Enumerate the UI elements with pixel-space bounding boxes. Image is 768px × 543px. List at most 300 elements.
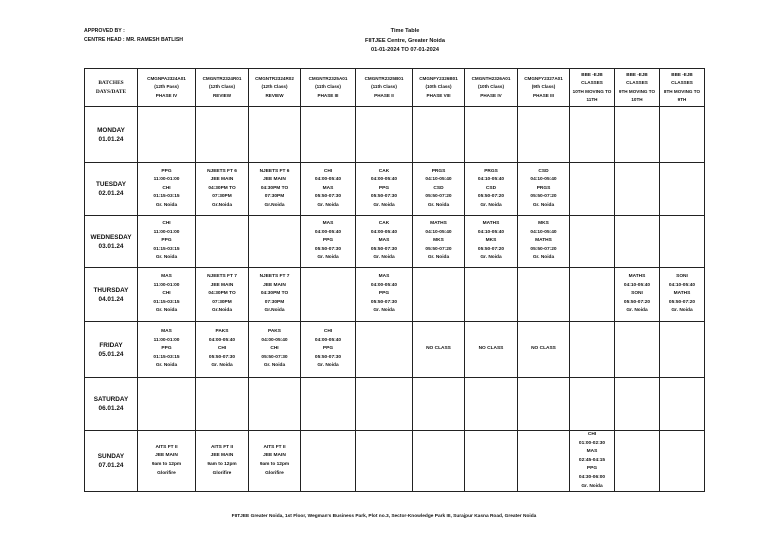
schedule-cell	[413, 216, 465, 268]
day-date: 06.01.24	[98, 405, 124, 412]
cell-line: MATHS	[482, 221, 500, 227]
schedule-cell	[660, 107, 705, 163]
approval-block	[84, 27, 183, 45]
schedule-cell	[196, 163, 249, 216]
schedule-cell	[615, 107, 660, 163]
day-date: 02.01.24	[98, 190, 124, 197]
cell-line: 04:00-05:40	[314, 337, 342, 343]
cell-line: MATHS	[673, 291, 691, 297]
day-cell	[85, 268, 138, 322]
cell-line: PAKS	[268, 329, 281, 335]
schedule-cell	[465, 431, 518, 492]
cell-line: CHI	[162, 221, 171, 227]
schedule-cell	[570, 378, 615, 431]
cell-line: CHI	[323, 329, 333, 335]
cell-line: CSD	[538, 168, 549, 174]
cell-line: 07:30PM	[212, 194, 232, 200]
day-row	[85, 378, 705, 431]
schedule-cell	[465, 378, 518, 431]
batch-header	[465, 69, 518, 107]
cell-line: JEE MAIN	[210, 177, 234, 183]
cell-line: BBE -EJB CLASSES	[626, 72, 648, 86]
cell-line: Gr. Noida	[317, 363, 339, 369]
schedule-cell	[570, 431, 615, 492]
cell-line: Gr. Noida	[427, 202, 450, 208]
cell-line: MAS	[322, 221, 334, 227]
cell-line: PPG	[161, 346, 172, 352]
batch-header	[660, 69, 705, 107]
schedule-cell	[301, 431, 356, 492]
cell-line: JEE MAIN	[210, 282, 234, 288]
batch-header	[301, 69, 356, 107]
schedule-cell	[660, 431, 705, 492]
cell-line: REVIEW	[212, 92, 232, 98]
cell-line: 05:50-07:20	[477, 194, 505, 200]
cell-line: Glorifire	[212, 470, 232, 476]
schedule-cell	[615, 268, 660, 322]
batch-header	[615, 69, 660, 107]
cell-line: 07:30PM	[264, 194, 285, 200]
cell-line: MKS	[485, 238, 497, 244]
schedule-cell	[356, 431, 413, 492]
schedule-cell	[196, 216, 249, 268]
schedule-cell	[249, 431, 301, 492]
cell-line: CHI	[323, 168, 333, 174]
cell-line: 04:10-05:40	[530, 229, 557, 235]
cell-line: JEE MAIN	[210, 453, 234, 459]
cell-line: AITS FT II	[210, 444, 234, 450]
cell-line: 04:00-05:40	[208, 337, 236, 343]
cell-line: (12th Class)	[261, 84, 288, 90]
schedule-cell	[138, 107, 196, 163]
timetable	[84, 68, 705, 492]
cell-line: BBE -EJB CLASSES	[671, 72, 693, 86]
cell-line: Gr. Noida	[155, 308, 178, 314]
cell-line: PPG	[161, 168, 172, 174]
cell-line: CMGNTR2325B01	[364, 76, 404, 82]
batch-header	[413, 69, 465, 107]
schedule-cell	[413, 322, 465, 378]
cell-line: Gr. Noida	[317, 255, 339, 261]
schedule-cell	[356, 378, 413, 431]
cell-line: PPG	[161, 238, 172, 244]
cell-line: CMGNTR2324R01	[202, 76, 242, 82]
schedule-cell	[356, 322, 413, 378]
cell-line: 04:10-05:40	[425, 229, 452, 235]
cell-line: 01:00-02:30	[578, 440, 606, 446]
cell-line: 04:00-05:40	[370, 177, 398, 183]
schedule-cell	[196, 107, 249, 163]
cell-line: NO CLASS	[531, 346, 556, 352]
cell-line: 01:15-03:15	[153, 354, 180, 360]
cell-line: Gr. Noida	[155, 363, 178, 369]
schedule-cell	[465, 322, 518, 378]
day-row	[85, 107, 705, 163]
cell-line: 10TH	[631, 96, 643, 102]
day-cell	[85, 378, 138, 431]
cell-line: Gr. Noida	[581, 483, 603, 489]
cell-line: Gr. Noida	[480, 255, 502, 261]
cell-line: SONI	[631, 291, 643, 297]
cell-line: JEE MAIN	[155, 453, 178, 459]
cell-line: CHI	[162, 185, 171, 191]
schedule-cell	[138, 268, 196, 322]
cell-line: 11:00-01:00	[153, 177, 180, 183]
cell-line: Gr.Noida	[212, 308, 232, 314]
cell-line: AITS FT II	[155, 444, 178, 450]
day-cell	[85, 216, 138, 268]
cell-line: 04:00-05:40	[314, 229, 342, 235]
schedule-cell	[301, 216, 356, 268]
schedule-cell	[413, 107, 465, 163]
schedule-cell	[413, 268, 465, 322]
cell-line: CMGNPA2324A01	[147, 76, 186, 82]
schedule-cell	[413, 163, 465, 216]
schedule-cell	[570, 322, 615, 378]
batch-header	[356, 69, 413, 107]
cell-line: 9TH	[677, 96, 687, 102]
date-range: 01-01-2024 TO 07-01-2024	[370, 47, 439, 53]
cell-line: 8TH MOVING TO	[663, 88, 701, 94]
cell-line: 10TH MOVING TO	[572, 88, 612, 94]
cell-line: PPG	[378, 291, 390, 297]
schedule-cell	[138, 322, 196, 378]
batch-header	[138, 69, 196, 107]
cell-line: 11:00-01:00	[153, 282, 180, 288]
cell-line: REVIEW	[265, 92, 284, 98]
cell-line: CMGNTR2324R02	[255, 76, 294, 82]
day-name: TUESDAY	[96, 181, 126, 188]
header-row	[85, 69, 705, 107]
footer-address: FIITJEE Greater Noida, 1st Floor, Wegman's Business Park, Plot no.3, Sector-Knowledge Park III, Surajpur Kasna Road, Greater Noida	[231, 514, 537, 519]
schedule-cell	[660, 378, 705, 431]
cell-line: CHI	[217, 346, 227, 352]
cell-line: MAS	[322, 185, 334, 191]
schedule-cell	[138, 163, 196, 216]
schedule-cell	[301, 268, 356, 322]
cell-line: 9am to 12pm	[259, 462, 290, 468]
cell-line: 04:00-05:40	[314, 177, 342, 183]
cell-line: 05:50-07:30	[370, 299, 398, 305]
schedule-cell	[465, 163, 518, 216]
day-name: SUNDAY	[97, 453, 125, 461]
cell-line: NO CLASS	[478, 346, 504, 352]
cell-line: Gr. Noida	[211, 363, 233, 369]
cell-line: 04:10-05:40	[668, 282, 696, 288]
schedule-cell	[249, 268, 301, 322]
schedule-cell	[615, 163, 660, 216]
cell-line: PHASE IV	[480, 92, 502, 98]
batch-header	[518, 69, 570, 107]
schedule-cell	[196, 431, 249, 492]
cell-line: 05:50-07:20	[668, 299, 696, 305]
cell-line: Gr. Noida	[427, 255, 450, 261]
cell-line: JEE MAIN	[263, 453, 286, 459]
schedule-cell	[249, 107, 301, 163]
cell-line: DAYS/DATE	[95, 88, 127, 95]
cell-line: 11TH	[586, 96, 598, 102]
cell-line: 05:50-07:30	[370, 246, 398, 252]
day-date: 07.01.24	[98, 462, 124, 470]
schedule-cell	[413, 378, 465, 431]
cell-line: Gr. Noida	[671, 308, 693, 314]
cell-line: BATCHES	[98, 80, 124, 86]
schedule-cell	[660, 322, 705, 378]
day-date: 03.01.24	[98, 242, 124, 250]
corner-header	[85, 69, 138, 107]
schedule-cell	[249, 322, 301, 378]
cell-line: PRGS	[484, 168, 498, 174]
cell-line: Gr. Noida	[373, 255, 395, 261]
cell-line: 9TH MOVING TO	[618, 88, 656, 94]
cell-line: (12th Pass)	[154, 84, 179, 90]
cell-line: 04:30-06:00	[578, 474, 606, 480]
cell-line: (10th Class)	[477, 84, 505, 90]
cell-line: NJEETS FT 6	[207, 168, 237, 174]
schedule-cell	[249, 163, 301, 216]
cell-line: MAS	[378, 274, 390, 280]
schedule-cell	[660, 216, 705, 268]
cell-line: 04:00-05:40	[370, 282, 398, 288]
cell-line: NJEETS FT 7	[259, 274, 290, 280]
cell-line: PPG	[322, 346, 334, 352]
centre-name: FIITJEE Centre, Greater Noida	[365, 37, 445, 44]
cell-line: PRGS	[431, 168, 446, 174]
cell-line: 01:15-03:15	[153, 194, 180, 200]
day-date: 01.01.24	[98, 135, 124, 143]
schedule-cell	[518, 268, 570, 322]
cell-line: NJEETS FT 6	[259, 168, 290, 174]
day-name: THURSDAY	[93, 286, 129, 294]
cell-line: Gr.Noida	[264, 202, 285, 208]
cell-line: MAS	[161, 329, 172, 335]
cell-line: 04:30PM TO	[260, 291, 289, 297]
day-row	[85, 216, 705, 268]
cell-line: CHI	[162, 291, 171, 297]
cell-line: 04:00-05:40	[370, 229, 398, 235]
cell-line: 02:45-04:15	[578, 457, 606, 463]
cell-line: 9am to 12pm	[207, 462, 237, 468]
cell-line: 11:00-01:00	[153, 337, 180, 343]
cell-line: Gr. Noida	[317, 202, 339, 208]
schedule-cell	[196, 268, 249, 322]
cell-line: PHASE IV	[155, 92, 178, 98]
cell-line: MATHS	[535, 238, 552, 244]
cell-line: 05:50-07:20	[477, 246, 505, 252]
cell-line: MAS	[378, 238, 390, 244]
cell-line: (12th Class)	[208, 84, 236, 90]
schedule-cell	[138, 216, 196, 268]
cell-line: CSD	[433, 185, 444, 191]
schedule-cell	[413, 431, 465, 492]
cell-line: Gr. Noida	[373, 202, 395, 208]
schedule-cell	[356, 107, 413, 163]
schedule-cell	[249, 216, 301, 268]
cell-line: 04:10-05:40	[623, 282, 651, 288]
cell-line: 05:50-07:20	[425, 194, 452, 200]
cell-line: 05:50-07:20	[623, 299, 651, 305]
day-name: MONDAY	[97, 126, 125, 134]
schedule-cell	[660, 163, 705, 216]
cell-line: 05:50-07:20	[530, 194, 557, 200]
schedule-cell	[301, 163, 356, 216]
cell-line: (9th Class)	[531, 84, 556, 90]
cell-line: NJEETS FT 7	[207, 274, 237, 280]
cell-line: BBE -EJB CLASSES	[581, 72, 603, 86]
schedule-cell	[660, 268, 705, 322]
cell-line: 05:50-07:20	[425, 246, 452, 252]
cell-line: 05:50-07:30	[314, 354, 342, 360]
schedule-cell	[615, 378, 660, 431]
cell-line: MAS	[161, 274, 172, 280]
cell-line: 9am to 12pm	[151, 462, 182, 468]
cell-line: CMGNTH2326A01	[471, 76, 511, 82]
cell-line: SONI	[676, 274, 688, 280]
cell-line: PRGS	[536, 185, 551, 191]
schedule-cell	[570, 268, 615, 322]
schedule-cell	[301, 322, 356, 378]
cell-line: JEE MAIN	[263, 177, 286, 183]
cell-line: 04:10-05:40	[425, 177, 452, 183]
day-row	[85, 268, 705, 322]
cell-line: 01:15-03:15	[153, 299, 180, 305]
day-name: WEDNESDAY	[90, 233, 132, 241]
batch-header	[570, 69, 615, 107]
cell-line: 04:10-05:40	[477, 177, 505, 183]
cell-line: 07:30PM	[264, 299, 285, 305]
day-cell	[85, 107, 138, 163]
schedule-cell	[518, 107, 570, 163]
cell-line: 05:50-07:30	[261, 354, 288, 360]
cell-line: PHASE III	[317, 92, 339, 98]
cell-line: MKS	[538, 221, 549, 227]
schedule-cell	[615, 216, 660, 268]
cell-line: 05:50-07:30	[314, 194, 342, 200]
cell-line: (10th Class)	[425, 84, 452, 90]
schedule-cell	[570, 216, 615, 268]
day-row	[85, 431, 705, 492]
day-cell	[85, 431, 138, 492]
cell-line: CMGNFY2327A01	[524, 76, 563, 82]
cell-line: PHASE VIII	[426, 92, 451, 98]
cell-line: CHI	[270, 346, 279, 352]
cell-line: MATHS	[430, 221, 447, 227]
cell-line: AITS FT II	[263, 444, 286, 450]
cell-line: 05:50-07:20	[530, 246, 557, 252]
cell-line: 05:50-07:30	[314, 246, 342, 252]
day-cell	[85, 322, 138, 378]
cell-line: CAK	[378, 221, 390, 227]
cell-line: 04:30PM TO	[208, 185, 236, 191]
schedule-cell	[518, 163, 570, 216]
cell-line: PHASE II	[374, 92, 394, 98]
schedule-cell	[138, 378, 196, 431]
schedule-cell	[518, 216, 570, 268]
cell-line: Gr. Noida	[480, 202, 502, 208]
schedule-cell	[570, 107, 615, 163]
cell-line: Gr.Noida	[212, 202, 232, 208]
schedule-cell	[570, 163, 615, 216]
cell-line: 05:50-07:30	[370, 194, 398, 200]
schedule-cell	[301, 378, 356, 431]
page-title: Time Table	[390, 28, 420, 34]
cell-line: PPG	[322, 238, 334, 244]
cell-line: Gr.Noida	[264, 308, 285, 314]
schedule-cell	[615, 322, 660, 378]
cell-line: 01:15-03:15	[153, 246, 180, 252]
cell-line: Gr. Noida	[155, 255, 178, 261]
cell-line: 05:50-07:30	[208, 354, 236, 360]
schedule-cell	[356, 216, 413, 268]
schedule-cell	[518, 378, 570, 431]
schedule-cell	[196, 378, 249, 431]
cell-line: 04:30PM TO	[260, 185, 289, 191]
cell-line: Gr. Noida	[373, 308, 395, 314]
cell-line: (11th Class)	[315, 84, 341, 90]
cell-line: MAS	[586, 449, 598, 455]
cell-line: 11:00-01:00	[153, 229, 180, 235]
schedule-cell	[518, 431, 570, 492]
day-name: SATURDAY	[93, 396, 129, 403]
cell-line: Gr. Noida	[532, 255, 555, 261]
cell-line: PAKS	[215, 329, 229, 335]
cell-line: JEE MAIN	[263, 282, 286, 288]
cell-line: CSD	[485, 185, 497, 191]
cell-line: Glorifire	[157, 470, 176, 476]
schedule-cell	[465, 268, 518, 322]
centre-head-label: CENTRE HEAD : MR. RAMESH BATLISH	[84, 37, 184, 43]
cell-line: 07:30PM	[212, 299, 232, 305]
cell-line: CHI	[587, 432, 597, 437]
schedule-cell	[138, 431, 196, 492]
cell-line: CAK	[378, 168, 390, 174]
cell-line: Gr. Noida	[155, 202, 178, 208]
schedule-cell	[301, 107, 356, 163]
day-row	[85, 163, 705, 216]
cell-line: NO CLASS	[426, 346, 451, 352]
cell-line: CMGNTR2325A01	[308, 76, 348, 82]
cell-line: 04:00-05:40	[261, 337, 288, 343]
cell-line: 04:10-05:40	[530, 177, 557, 183]
cell-line: Gr. Noida	[532, 202, 555, 208]
batch-header	[249, 69, 301, 107]
batch-header	[196, 69, 249, 107]
cell-line: MATHS	[628, 274, 646, 280]
cell-line: Gr. Noida	[263, 363, 286, 369]
cell-line: MKS	[433, 238, 444, 244]
document-header	[330, 27, 480, 56]
cell-line: (11th Class)	[371, 84, 397, 90]
schedule-cell	[196, 322, 249, 378]
schedule-cell	[615, 431, 660, 492]
approved-by-label: APPROVED BY :	[84, 28, 125, 34]
cell-line: PPG	[378, 185, 390, 191]
cell-line: PHASE III	[533, 92, 554, 98]
cell-line: 04:30PM TO	[208, 291, 236, 297]
schedule-cell	[356, 268, 413, 322]
day-row	[85, 322, 705, 378]
cell-line: Glorifire	[265, 470, 284, 476]
schedule-cell	[356, 163, 413, 216]
schedule-cell	[518, 322, 570, 378]
day-cell	[85, 163, 138, 216]
cell-line: 04:10-05:40	[477, 229, 505, 235]
day-name: FRIDAY	[99, 341, 123, 349]
day-date: 05.01.24	[98, 350, 124, 358]
cell-line: PPG	[586, 466, 598, 472]
day-date: 04.01.24	[98, 295, 124, 303]
cell-line: CMGNFY2326B01	[419, 76, 458, 82]
